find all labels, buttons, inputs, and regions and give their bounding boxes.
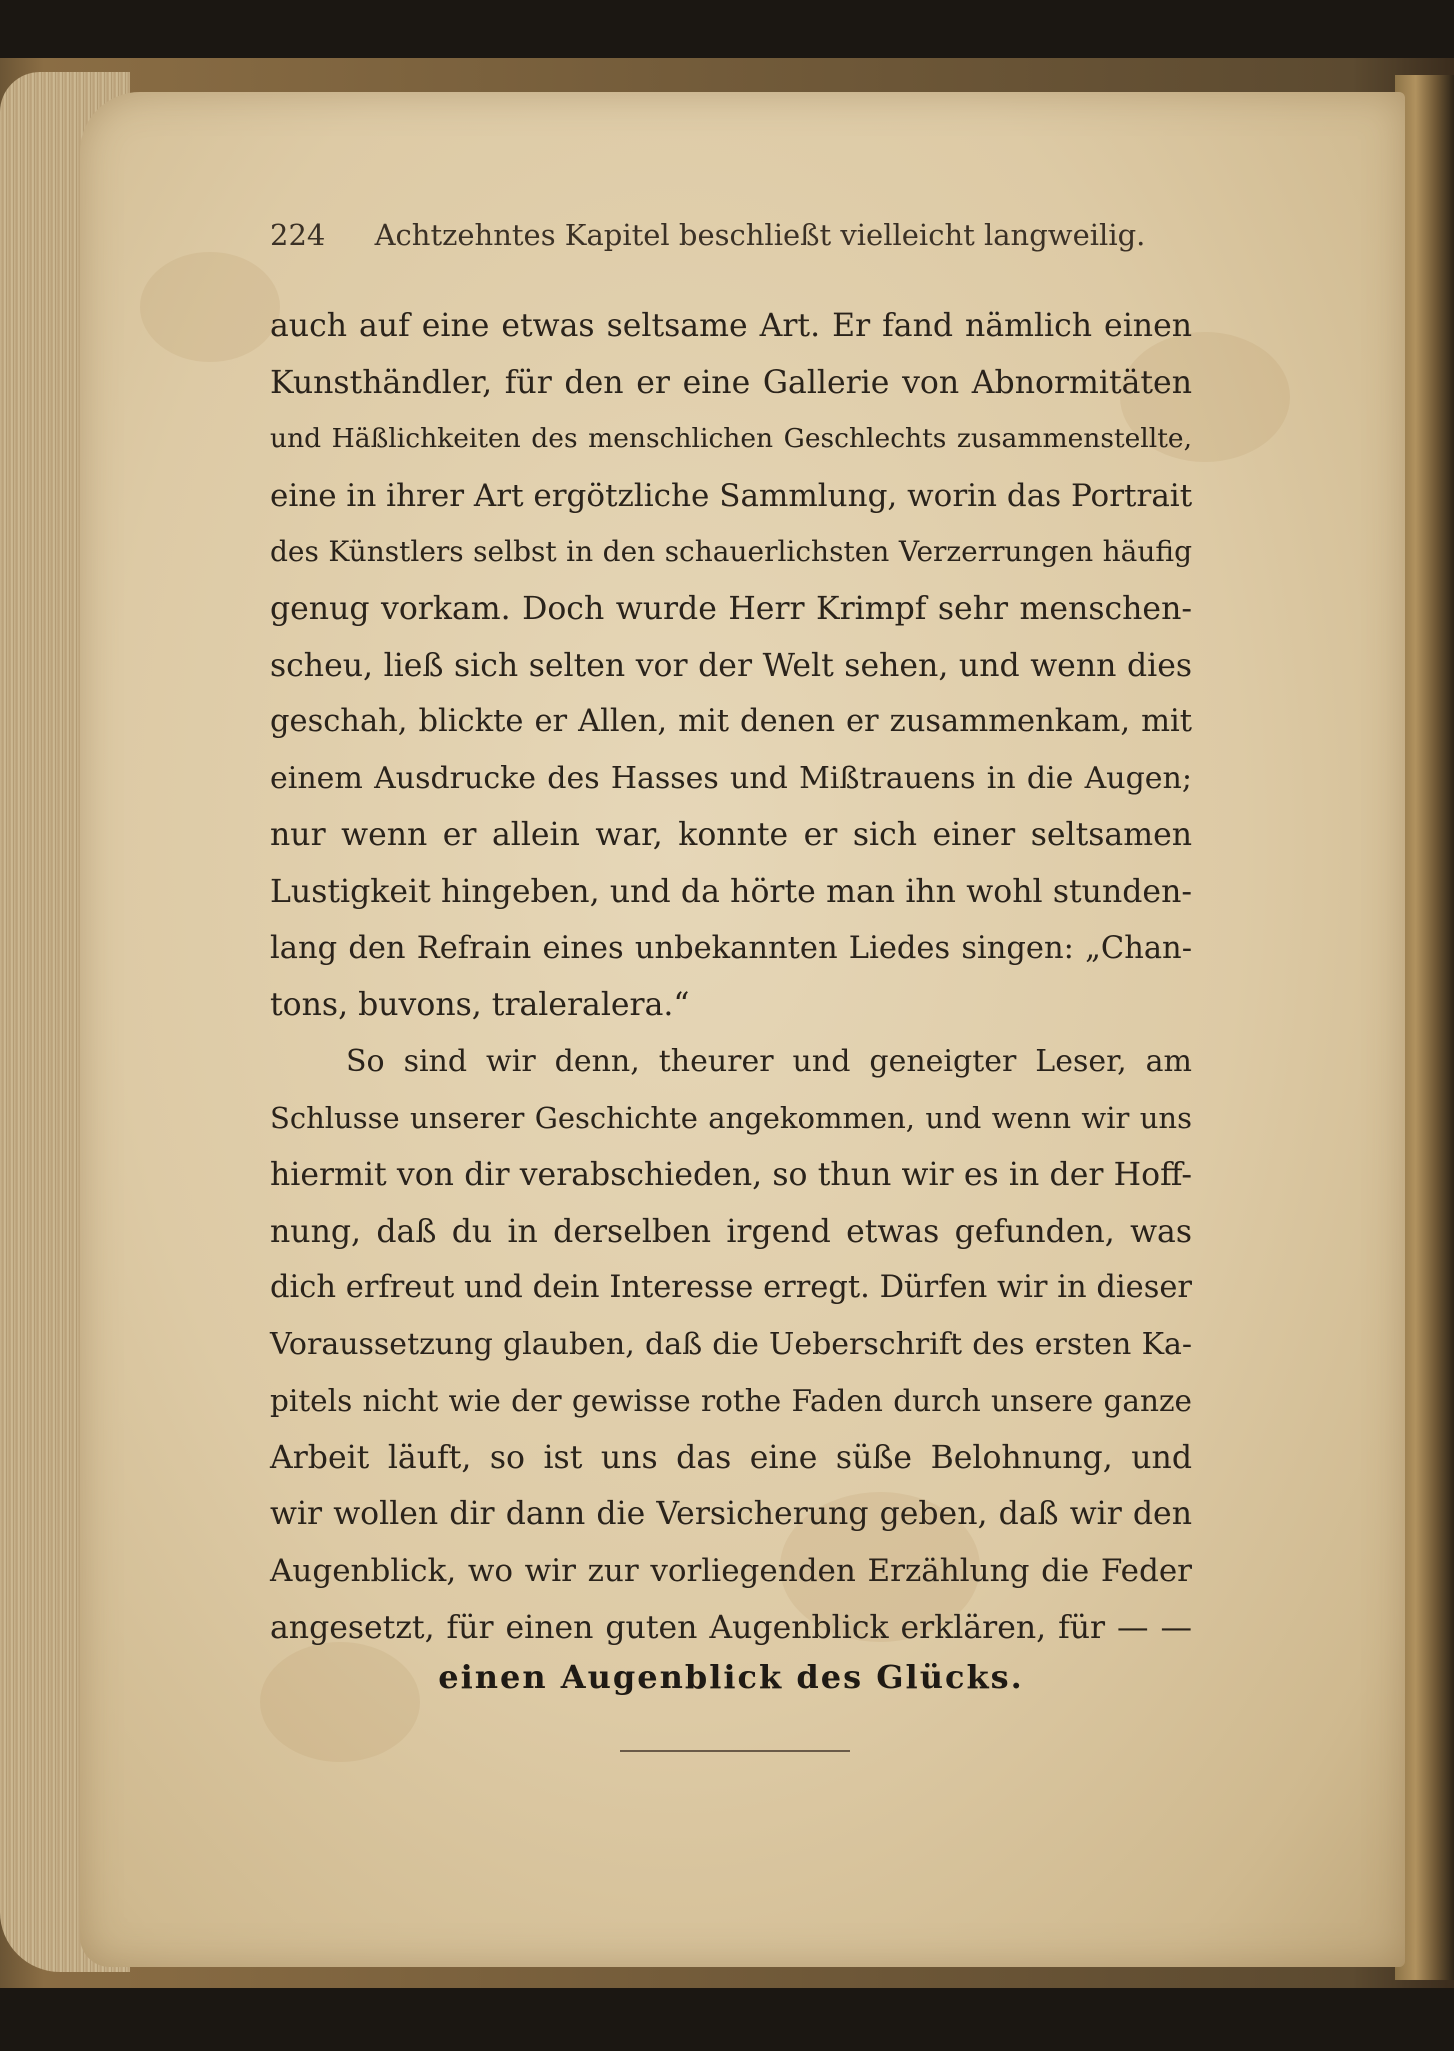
text-line: Voraussetzung glauben, daß die Ueberschrift des ersten Ka- xyxy=(270,1326,1192,1362)
text-line: einem Ausdrucke des Hasses und Mißtrauens in die Augen; xyxy=(270,760,1192,796)
text-line: und Häßlichkeiten des menschlichen Geschlechts zusammenstellte, xyxy=(270,423,1192,455)
text-line: scheu, ließ sich selten vor der Welt sehen, und wenn dies xyxy=(270,647,1192,684)
text-line: lang den Refrain eines unbekannten Liedes singen: „Chan- xyxy=(270,930,1192,966)
running-header xyxy=(270,218,1146,252)
running-title: Achtzehntes Kapitel beschließt vielleicht langweilig. xyxy=(374,218,1146,252)
closing-line: einen Augenblick des Glücks. xyxy=(438,1658,1024,1696)
end-rule xyxy=(620,1750,850,1752)
text-line: So sind wir denn, theurer und geneigter Leser, am xyxy=(346,1043,1192,1079)
text-line: Schlusse unserer Geschichte angekommen, und wenn wir uns xyxy=(270,1101,1192,1136)
paragraph xyxy=(270,298,1192,1034)
text-line: Kunsthändler, für den er eine Gallerie von Abnormitäten xyxy=(270,364,1192,401)
body-text xyxy=(270,298,1192,1656)
text-line: Arbeit läuft, so ist uns das eine süße Belohnung, und xyxy=(270,1439,1192,1476)
text-line: nung, daß du in derselben irgend etwas gefunden, was xyxy=(270,1213,1192,1250)
text-line: angesetzt, für einen guten Augenblick erklären, für — — xyxy=(270,1609,1192,1646)
text-line: pitels nicht wie der gewisse rothe Faden durch unsere ganze xyxy=(270,1384,1192,1419)
text-line: Lustigkeit hingeben, und da hörte man ihn wohl stunden- xyxy=(270,873,1192,910)
text-line: genug vorkam. Doch wurde Herr Krimpf sehr menschen- xyxy=(270,590,1192,627)
text-line: auch auf eine etwas seltsame Art. Er fand nämlich einen xyxy=(270,308,1192,344)
paragraph xyxy=(270,1034,1192,1657)
text-line: hiermit von dir verabschieden, so thun wir es in der Hoff- xyxy=(270,1156,1192,1193)
text-line: dich erfreut und dein Interesse erregt. Dürfen wir in dieser xyxy=(270,1270,1192,1306)
text-line: des Künstlers selbst in den schauerlichsten Verzerrungen häufig xyxy=(270,535,1192,569)
text-line: Augenblick, wo wir zur vorliegenden Erzählung die Feder xyxy=(270,1553,1192,1590)
foxing-stain xyxy=(140,252,280,362)
text-line: wir wollen dir dann die Versicherung geben, daß wir den xyxy=(270,1496,1192,1533)
text-line: nur wenn er allein war, konnte er sich einer seltsamen xyxy=(270,817,1192,854)
text-line: geschah, blickte er Allen, mit denen er zusammenkam, mit xyxy=(270,704,1192,740)
page-number: 224 xyxy=(270,218,326,252)
text-line: tons, buvons, traleralera.“ xyxy=(270,987,690,1024)
text-line: eine in ihrer Art ergötzliche Sammlung, worin das Portrait xyxy=(270,477,1193,514)
